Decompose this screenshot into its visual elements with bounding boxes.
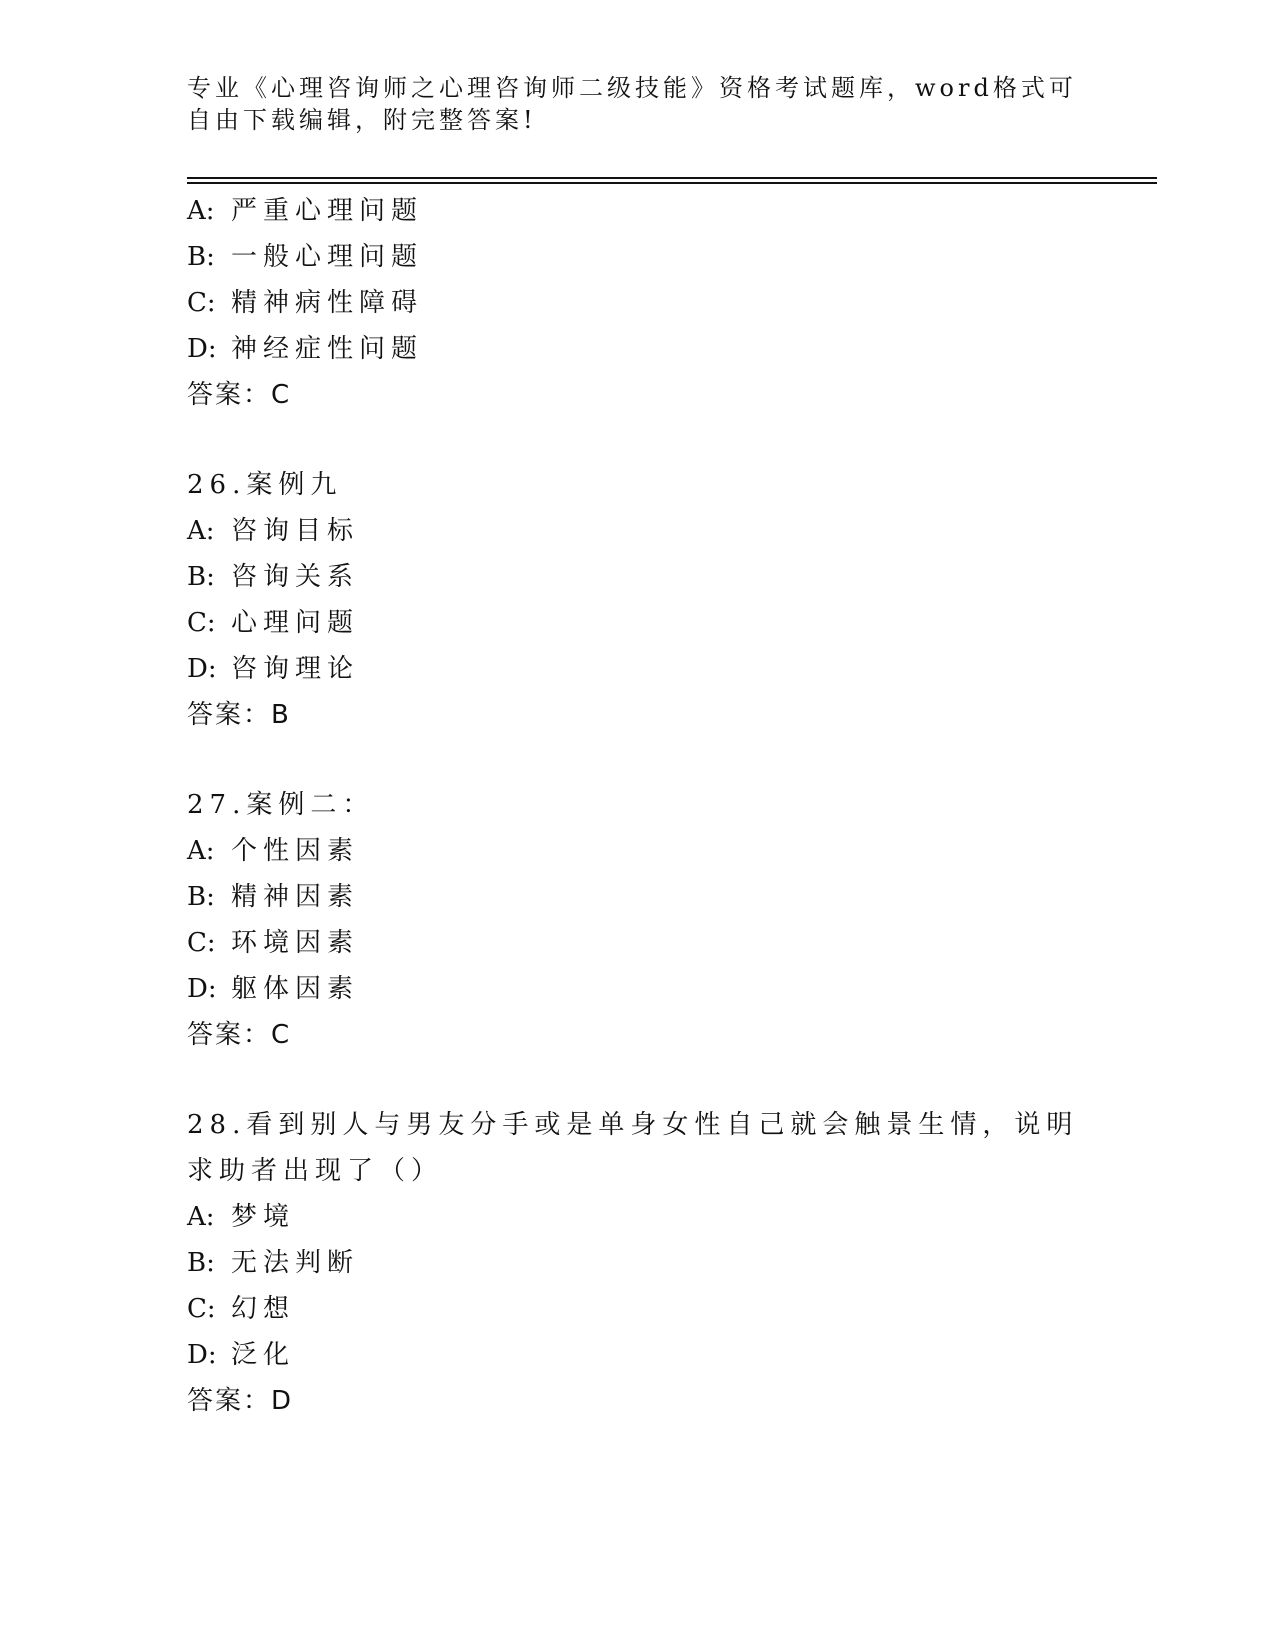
option-letter: C: [187, 928, 216, 958]
option-letter: B: [187, 882, 215, 912]
option-a [187, 188, 1087, 234]
option-letter: D: [187, 334, 217, 364]
option-letter: B: [187, 562, 215, 592]
question-block-27 [187, 782, 1087, 1058]
option-letter: D: [187, 974, 217, 1004]
option-letter: C: [187, 1294, 216, 1324]
option-text: 个性因素 [231, 836, 360, 866]
question-list [187, 188, 1087, 1468]
option-c [187, 920, 1087, 966]
option-c [187, 600, 1087, 646]
option-text: 幻想 [231, 1294, 296, 1324]
option-text: 躯体因素 [231, 974, 360, 1004]
header-rule-line-top [187, 177, 1157, 179]
option-letter: A: [187, 516, 215, 546]
option-a [187, 828, 1087, 874]
answer-line: 答案：C [187, 1020, 292, 1050]
question-block-25 [187, 188, 1087, 418]
option-letter: A: [187, 196, 215, 226]
option-letter: A: [187, 1202, 215, 1232]
option-letter: B: [187, 1248, 215, 1278]
option-b [187, 874, 1087, 920]
option-text: 泛化 [231, 1340, 296, 1370]
question-stem: 26.案例九 [187, 470, 343, 500]
option-letter: C: [187, 288, 216, 318]
option-letter: B: [187, 242, 215, 272]
question-block-26 [187, 462, 1087, 738]
option-letter: D: [187, 1340, 217, 1370]
option-letter: A: [187, 836, 215, 866]
option-d [187, 326, 1087, 372]
option-b [187, 1240, 1087, 1286]
option-c [187, 280, 1087, 326]
option-text: 咨询目标 [231, 516, 360, 546]
option-d [187, 966, 1087, 1012]
question-stem: 27.案例二： [187, 790, 375, 820]
option-a [187, 508, 1087, 554]
option-text: 无法判断 [231, 1248, 360, 1278]
option-text: 精神病性障碍 [231, 288, 424, 318]
option-b [187, 234, 1087, 280]
option-text: 心理问题 [231, 608, 360, 638]
option-text: 咨询关系 [231, 562, 360, 592]
option-text: 咨询理论 [231, 654, 360, 684]
header-double-rule [187, 177, 1157, 183]
option-text: 精神因素 [231, 882, 360, 912]
answer-line: 答案：D [187, 1386, 294, 1416]
option-b [187, 554, 1087, 600]
header-rule-line-bottom [187, 182, 1157, 184]
option-d [187, 1332, 1087, 1378]
option-text: 一般心理问题 [231, 242, 424, 272]
option-text: 严重心理问题 [231, 196, 424, 226]
option-text: 环境因素 [231, 928, 360, 958]
option-text: 神经症性问题 [231, 334, 424, 364]
option-text: 梦境 [231, 1202, 296, 1232]
option-letter: D: [187, 654, 217, 684]
question-stem: 28.看到别人与男友分手或是单身女性自己就会触景生情，说明求助者出现了（） [187, 1110, 1079, 1186]
option-d [187, 646, 1087, 692]
option-letter: C: [187, 608, 216, 638]
question-block-28 [187, 1102, 1087, 1424]
option-a [187, 1194, 1087, 1240]
answer-line: 答案：C [187, 380, 292, 410]
option-c [187, 1286, 1087, 1332]
document-header: 专业《心理咨询师之心理咨询师二级技能》资格考试题库，word格式可自由下载编辑，附完整答案! [187, 74, 1077, 134]
answer-line: 答案：B [187, 700, 291, 730]
